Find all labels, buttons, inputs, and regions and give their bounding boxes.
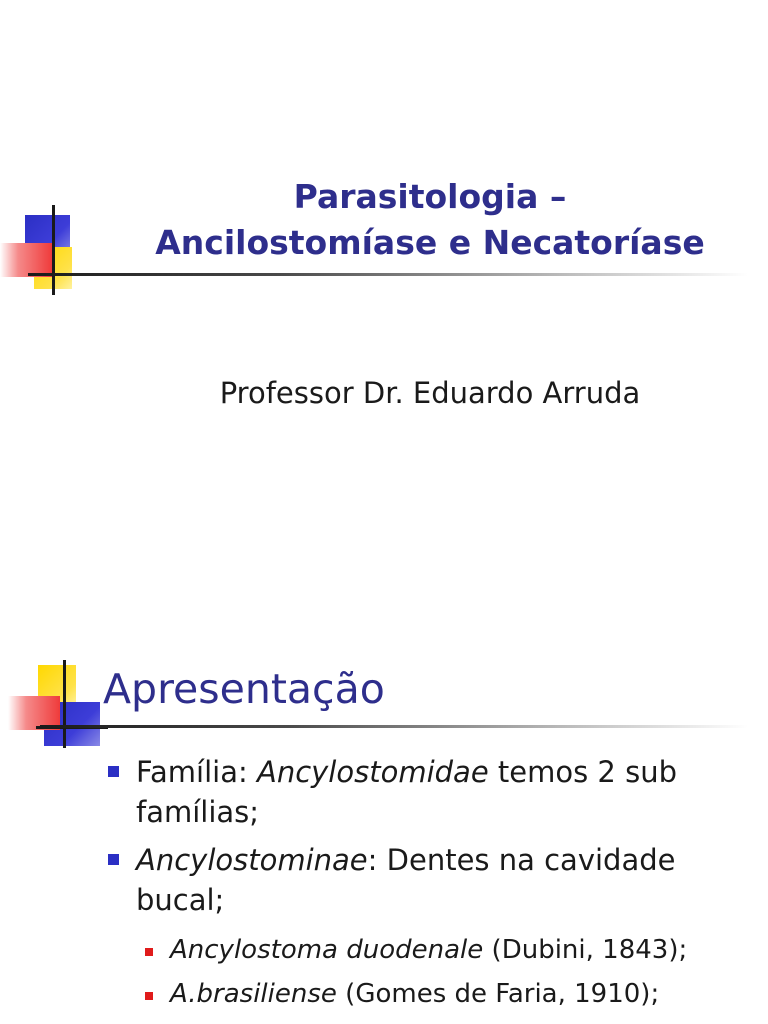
bullet-italic-term: Ancylostomidae bbox=[256, 755, 489, 789]
sub-bullet-square-icon bbox=[145, 948, 153, 956]
sub-list-item bbox=[105, 928, 745, 972]
sub-bullet-suffix: (Gomes de Faria, 1910); bbox=[336, 979, 660, 1009]
list-item bbox=[105, 840, 745, 920]
sub-bullet-italic-term: A.brasiliense bbox=[170, 979, 337, 1009]
title-divider-line bbox=[28, 273, 748, 276]
bullet-suffix: temos 2 sub famílias; bbox=[136, 755, 677, 829]
bullet-prefix: Família: bbox=[136, 755, 257, 789]
sub-bullet-italic-term: Ancylostoma duodenale bbox=[170, 935, 484, 965]
list-item bbox=[105, 752, 745, 832]
ornament-vertical-line bbox=[63, 660, 66, 748]
slide-title-line-1: Parasitologia – bbox=[293, 177, 567, 216]
bullet-square-icon bbox=[108, 854, 119, 865]
heading-divider-line bbox=[40, 725, 748, 728]
slide-title bbox=[120, 174, 740, 266]
bullet-suffix: : Dentes na cavidade bucal; bbox=[136, 843, 676, 917]
bullet-italic-term: Ancylostominae bbox=[136, 843, 368, 877]
bullet-square-icon bbox=[108, 766, 119, 777]
slide-subtitle: Professor Dr. Eduardo Arruda bbox=[219, 376, 641, 410]
ornament-red-square bbox=[0, 243, 52, 277]
sub-bullet-suffix: (Dubini, 1843); bbox=[483, 935, 688, 965]
sub-bullet-square-icon bbox=[145, 992, 153, 1000]
slide-corner-ornament bbox=[0, 660, 110, 750]
slide-title-line-2: Ancilostomíase e Necatoríase bbox=[155, 223, 705, 262]
slide-heading: Apresentação bbox=[103, 665, 385, 713]
ornament-vertical-line bbox=[52, 205, 55, 295]
sub-list-item bbox=[105, 972, 745, 1016]
slide-corner-ornament bbox=[0, 205, 100, 295]
content-slide bbox=[0, 620, 768, 1024]
bullet-list bbox=[105, 752, 745, 1016]
